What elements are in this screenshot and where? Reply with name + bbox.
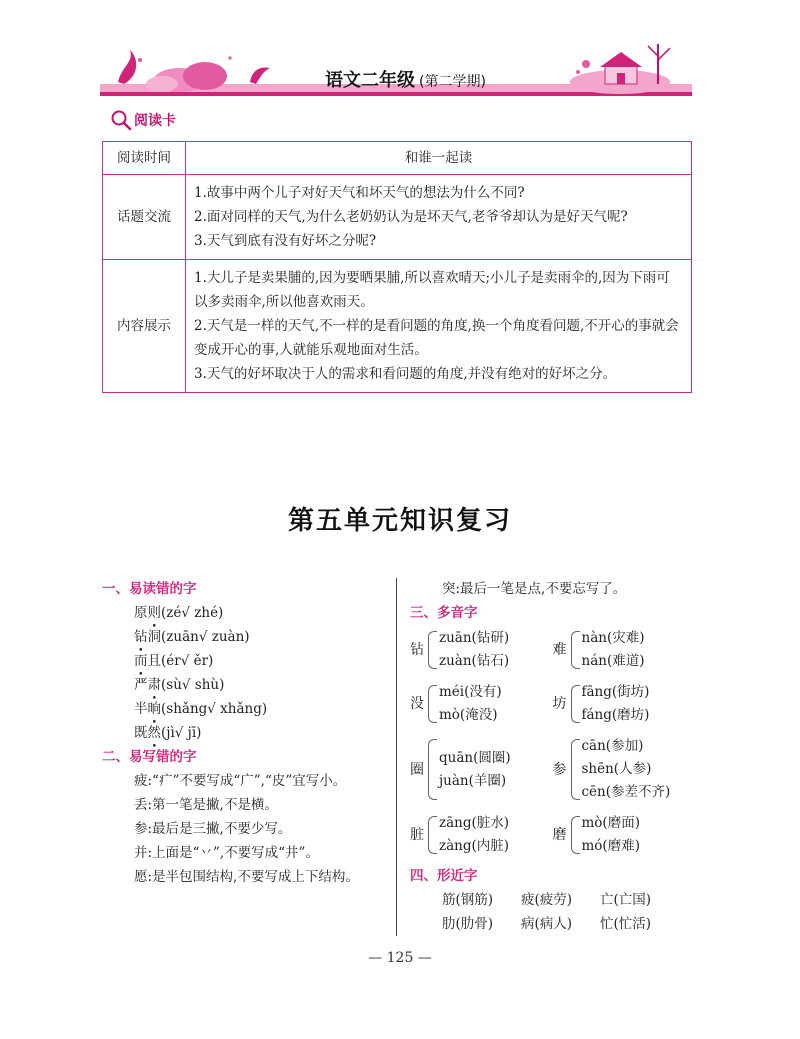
topic-item: 3.天气到底有没有好坏之分呢? bbox=[194, 233, 377, 249]
polyphone-row bbox=[410, 810, 695, 864]
polyphone-group: 磨 mò(磨面) mó(磨难) bbox=[552, 815, 640, 854]
review-left-column bbox=[102, 577, 387, 889]
polyphone-group: 圈 quān(圆圈) juàn(羊圈) bbox=[410, 735, 553, 804]
magnifier-icon bbox=[110, 109, 132, 131]
list-item: 并:上面是“丷”,不要写成“井”。 bbox=[134, 845, 319, 861]
list-item: 疲:“疒”不要写成“广”,“皮”宜写小。 bbox=[134, 773, 347, 789]
book-title bbox=[325, 66, 486, 92]
reading-card-label bbox=[110, 108, 176, 132]
topic-item: 1.故事中两个儿子对好天气和坏天气的想法为什么不同? bbox=[194, 185, 525, 201]
list-item: 丢:第一笔是撇,不是横。 bbox=[134, 797, 278, 813]
polyphone-group: 脏 zāng(脏水) zàng(内脏) bbox=[410, 815, 510, 854]
content-label: 内容展示 bbox=[103, 260, 186, 393]
list-item: 严肃(sù√ shù) bbox=[134, 677, 225, 693]
polyphone-group: 钻 zuān(钻研) zuàn(钻石) bbox=[410, 630, 510, 669]
right-house-decoration bbox=[570, 44, 670, 94]
content-item: 1.大儿子是卖果脯的,因为要晒果脯,所以喜欢晴天;小儿子是卖雨伞的,因为下雨可以多卖雨伞,所以他喜欢雨天。 bbox=[194, 270, 670, 310]
section-heading: 三、多音字 bbox=[410, 605, 478, 621]
list-item: 参:最后是三撇,不要少写。 bbox=[134, 821, 292, 837]
section-heading: 二、易写错的字 bbox=[102, 749, 197, 765]
polyphone-group: 参 cān(参加) shēn(人参) cēn(参差不齐) bbox=[552, 738, 671, 800]
table-row bbox=[103, 142, 692, 175]
similar-chars-table bbox=[442, 888, 695, 936]
list-item: 愿:是半包围结构,不要写成上下结构。 bbox=[134, 869, 359, 885]
review-right-column bbox=[410, 577, 695, 936]
column-divider bbox=[396, 578, 397, 936]
book-term: (第二学期) bbox=[419, 74, 486, 90]
table-row: 肋(肋骨) 病(病人) 忙(忙活) bbox=[442, 916, 652, 932]
list-item: 钻洞(zuān√ zuàn) bbox=[134, 629, 250, 645]
content-item: 3.天气的好坏取决于人的需求和看问题的角度,并没有绝对的好坏之分。 bbox=[194, 366, 617, 382]
table-row: 筋(钢筋) 疲(疲劳) 亡(亡国) bbox=[442, 892, 652, 908]
polyphone-group: 坊 fāng(街坊) fáng(磨坊) bbox=[552, 684, 650, 723]
content-cell bbox=[186, 260, 692, 393]
polyphone-group: 没 méi(没有) mò(淹没) bbox=[410, 684, 502, 723]
polyphone-row bbox=[410, 625, 695, 679]
content-item: 2.天气是一样的天气,不一样的是看问题的角度,换一个角度看问题,不开心的事就会变成开心的事,人就能乐观地面对生活。 bbox=[194, 318, 679, 358]
reading-card-table bbox=[102, 141, 692, 393]
page-number: — 125 — bbox=[368, 950, 432, 966]
section-heading: 四、形近字 bbox=[410, 868, 478, 884]
book-title-text: 语文二年级 bbox=[325, 70, 415, 91]
polyphone-group: 难 nàn(灾难) nán(难道) bbox=[552, 630, 645, 669]
topic-cell bbox=[186, 175, 692, 260]
list-item: 原则(zé√ zhé) bbox=[134, 605, 224, 621]
topic-item: 2.面对同样的天气,为什么老奶奶认为是坏天气,老爷爷却认为是好天气呢? bbox=[194, 209, 628, 225]
table-row bbox=[103, 260, 692, 393]
review-title: 第五单元知识复习 bbox=[287, 506, 512, 536]
list-item: 既然(jì√ jī) bbox=[134, 725, 202, 741]
list-item: 半晌(shǎng√ xhǎng) bbox=[134, 701, 268, 717]
topic-label: 话题交流 bbox=[103, 175, 186, 260]
reading-card-title: 阅读卡 bbox=[134, 113, 176, 129]
polyphone-row bbox=[410, 679, 695, 733]
list-item: 而且(ér√ ěr) bbox=[134, 653, 214, 669]
reading-time-label: 阅读时间 bbox=[103, 142, 186, 175]
polyphone-row bbox=[410, 733, 695, 810]
read-with-label: 和谁一起读 bbox=[186, 142, 692, 175]
table-row bbox=[103, 175, 692, 260]
misread-list bbox=[102, 601, 387, 745]
list-item: 突:最后一笔是点,不要忘写了。 bbox=[442, 581, 627, 597]
section-heading: 一、易读错的字 bbox=[102, 581, 197, 597]
